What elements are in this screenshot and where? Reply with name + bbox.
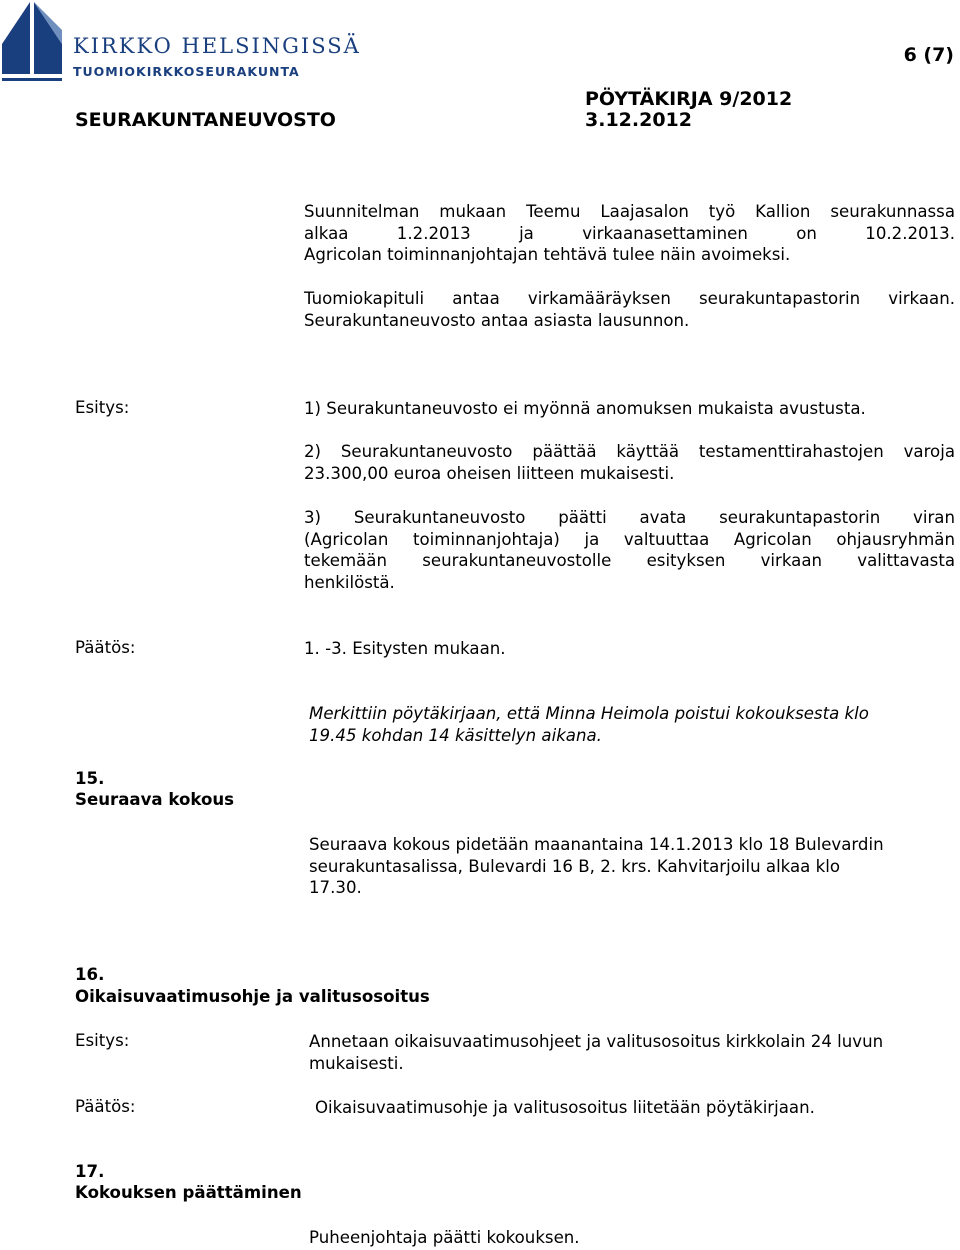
document-date: 3.12.2012: [585, 109, 692, 131]
text-line: 3) Seurakuntaneuvosto päätti avata seurakuntapastorin viran: [304, 508, 955, 527]
text-line: Tuomiokapituli antaa virkamääräyksen seurakuntapastorin virkaan.: [304, 289, 955, 308]
esitys-label: Esitys:: [75, 398, 130, 417]
text-line: 23.300,00 euroa oheisen liitteen mukaisesti.: [304, 463, 675, 483]
text-line: Agricolan toiminnanjohtajan tehtävä tulee näin avoimeksi.: [304, 245, 791, 265]
plan-paragraph: [304, 201, 955, 266]
text-line: Annetaan oikaisuvaatimusohjeet ja valitusosoitus kirkkolain 24 luvun: [309, 1032, 884, 1051]
text-line: tekemään seurakuntaneuvostolle esityksen virkaan valittavasta: [304, 551, 955, 571]
esitys-label: Esitys:: [75, 1031, 130, 1050]
next-meeting-text: [309, 834, 955, 899]
minutes-note: [309, 703, 955, 746]
page-number: 6 (7): [903, 44, 954, 66]
text-line: 17.30.: [309, 878, 362, 898]
document-title: SEURAKUNTANEUVOSTO: [75, 109, 336, 131]
text-line: mukaisesti.: [309, 1053, 404, 1073]
proposal-3: [304, 507, 955, 593]
text-line: Seurakuntaneuvosto antaa asiasta lausunnon.: [304, 310, 690, 330]
text-line: henkilöstä.: [304, 572, 395, 592]
chapter-paragraph: [304, 288, 955, 331]
church-logo-icon: [0, 0, 70, 90]
paatos-label: Päätös:: [75, 1097, 136, 1116]
section-number: 17.: [75, 1162, 105, 1181]
proposal-2: [304, 441, 955, 484]
text-line: Seuraava kokous pidetään maanantaina 14.1.2013 klo 18 Bulevardin: [309, 835, 884, 854]
org-subtitle: TUOMIOKIRKKOSEURAKUNTA: [73, 64, 300, 79]
section-title: Seuraava kokous: [75, 790, 235, 809]
section-title: Oikaisuvaatimusohje ja valitusosoitus: [75, 987, 430, 1006]
text-line: seurakuntasalissa, Bulevardi 16 B, 2. krs. Kahvitarjoilu alkaa klo: [309, 856, 840, 876]
section-number: 15.: [75, 769, 105, 788]
text-line: 19.45 kohdan 14 käsittelyn aikana.: [309, 725, 602, 745]
appeal-decision: Oikaisuvaatimusohje ja valitusosoitus liitetään pöytäkirjaan.: [315, 1098, 815, 1117]
closing-text: Puheenjohtaja päätti kokouksen.: [309, 1228, 580, 1247]
text-line: alkaa 1.2.2013 ja virkaanasettaminen on 10.2.2013.: [304, 223, 955, 243]
document-type: PÖYTÄKIRJA 9/2012: [585, 88, 793, 110]
paatos-label: Päätös:: [75, 638, 136, 657]
appeal-proposal: [309, 1031, 955, 1074]
text-line: Merkittiin pöytäkirjaan, että Minna Heimola poistui kokouksesta klo: [309, 704, 869, 723]
decision-text: 1. -3. Esitysten mukaan.: [304, 639, 506, 658]
proposal-1: 1) Seurakuntaneuvosto ei myönnä anomuksen mukaista avustusta.: [304, 399, 866, 418]
org-name: KIRKKO HELSINGISSÄ: [73, 34, 361, 58]
text-line: 2) Seurakuntaneuvosto päättää käyttää testamenttirahastojen varoja: [304, 442, 955, 461]
text-line: Suunnitelman mukaan Teemu Laajasalon työ Kallion seurakunnassa: [304, 202, 955, 221]
text-line: (Agricolan toiminnanjohtaja) ja valtuuttaa Agricolan ohjausryhmän: [304, 529, 955, 549]
section-number: 16.: [75, 965, 105, 984]
section-title: Kokouksen päättäminen: [75, 1183, 302, 1202]
